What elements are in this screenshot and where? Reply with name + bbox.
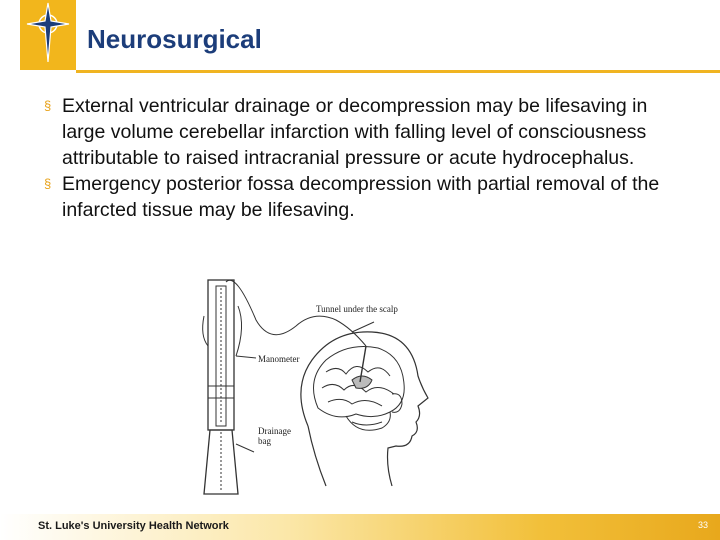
logo (20, 0, 76, 70)
bullet-list (44, 93, 694, 223)
manometer-label: Manometer (258, 354, 300, 364)
bullet-marker-icon: § (44, 176, 52, 191)
bullet-text: Emergency posterior fossa decompression with partial removal of the infarcted tissue may be lifesaving. (62, 173, 660, 221)
bullet-item (44, 171, 694, 223)
drainage-label: Drainage (258, 426, 291, 436)
tunnel-label: Tunnel under the scalp (316, 304, 398, 314)
bullet-item (44, 93, 694, 171)
header-divider (76, 70, 720, 73)
bag-label: bag (258, 436, 271, 446)
page-number: 33 (697, 520, 708, 530)
star-cross-icon (20, 0, 76, 70)
bullet-marker-icon: § (44, 98, 52, 113)
page-title: Neurosurgical (87, 24, 262, 54)
footer-organization: St. Luke's University Health Network (38, 520, 229, 532)
ventricular-drainage-diagram (196, 276, 436, 498)
bullet-text: External ventricular drainage or decompression may be lifesaving in large volume cerebellar infarction with falling level of consciousness attributable to raised intracranial pressure or acute hydrocephalus. (62, 95, 648, 169)
